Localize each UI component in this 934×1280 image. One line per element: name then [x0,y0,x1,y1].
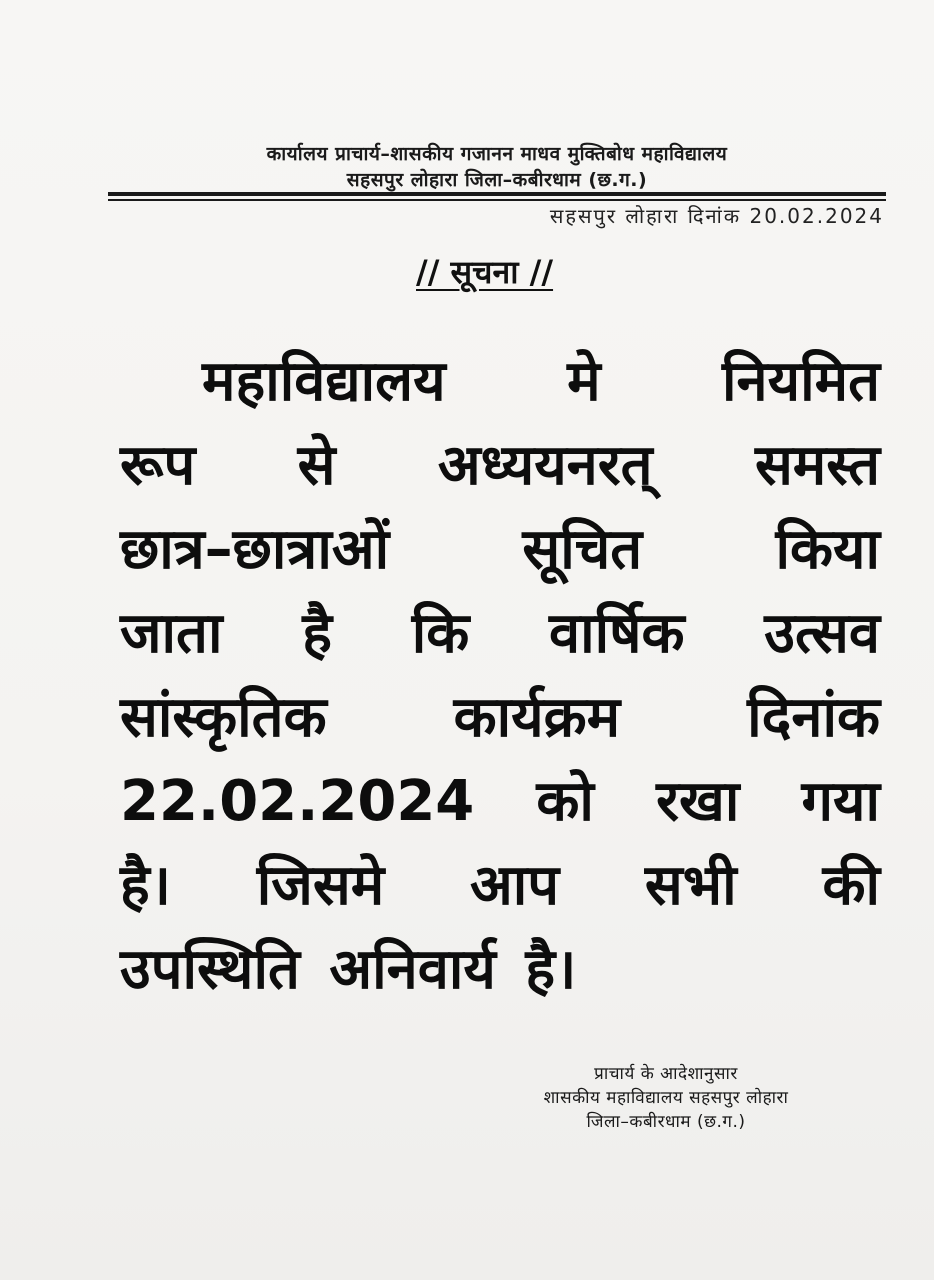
notice-body-line: है। जिसमे आप सभी की [120,853,880,918]
signature-line-district: जिला–कबीरधाम (छ.ग.) [586,1112,746,1132]
office-header: कार्यालय प्राचार्य–शासकीय गजानन माधव मुक्तिबोध महाविद्यालय [266,143,728,165]
notice-body-line: रूप से अध्ययनरत् समस्त [120,433,880,498]
place-date-line: सहसपुर लोहारा दिनांक 20.02.2024 [549,204,884,228]
notice-body-line: छात्र–छात्राओं सूचित किया [120,517,880,582]
header-divider-thick [108,192,886,196]
notice-body-line: महाविद्यालय मे नियमित [202,349,880,414]
notice-title: // सूचना // [416,253,554,291]
notice-body-line: जाता है कि वार्षिक उत्सव [120,601,880,666]
signature-block [486,1062,846,1134]
notice-body-line: उपस्थिति अनिवार्य है। [120,937,577,1002]
notice-body-line: 22.02.2024 को रखा गया [120,769,880,834]
notice-body [120,340,880,1012]
header-divider-thin [108,199,886,201]
signature-line-institution: शासकीय महाविद्यालय सहसपुर लोहारा [543,1088,789,1108]
signature-line-authority: प्राचार्य के आदेशानुसार [594,1064,738,1084]
office-address: सहसपुर लोहारा जिला–कबीरधाम (छ.ग.) [346,169,648,191]
notice-body-line: सांस्कृतिक कार्यक्रम दिनांक [120,685,880,750]
